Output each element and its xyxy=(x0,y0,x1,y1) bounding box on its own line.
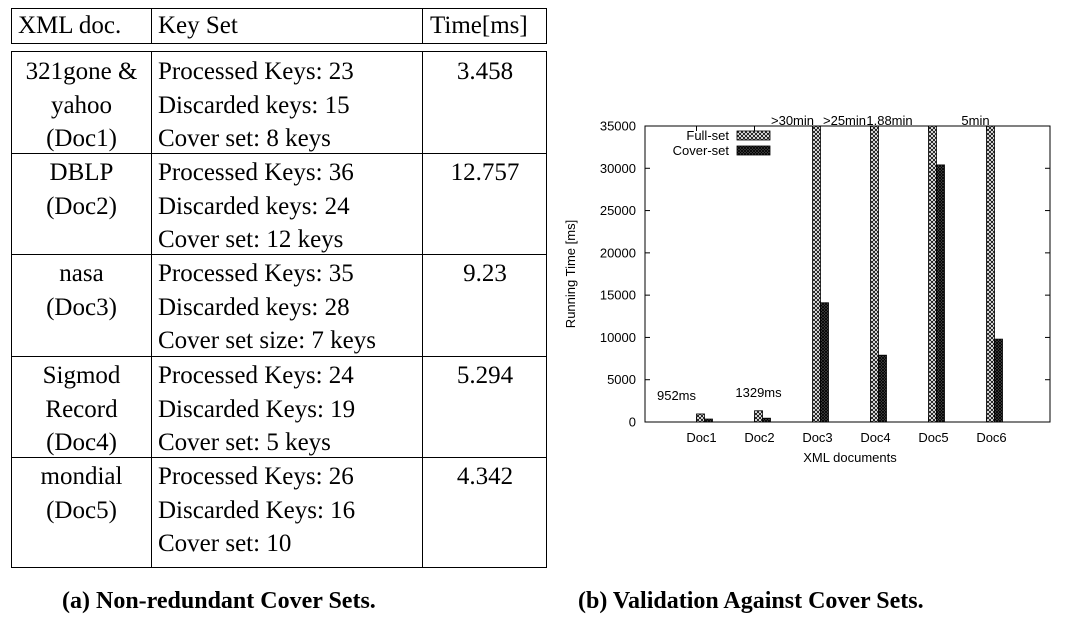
bar-annotation: >25min xyxy=(823,113,866,128)
key-set-cell-line: Cover set size: 7 keys xyxy=(158,327,377,354)
legend-swatch-full-set xyxy=(737,131,770,140)
legend-label: Full-set xyxy=(686,128,729,143)
time-value: 9.23 xyxy=(463,260,507,287)
doc-cell-line: yahoo xyxy=(50,91,113,119)
doc-cell xyxy=(12,359,151,460)
key-set-cell xyxy=(158,460,428,561)
time-cell xyxy=(423,55,547,89)
doc-cell-line: nasa xyxy=(59,260,104,287)
bar-cover-set xyxy=(995,339,1003,422)
key-set-cell xyxy=(158,359,428,460)
doc-cell xyxy=(12,460,151,527)
header-key-set: Key Set xyxy=(158,12,238,39)
doc-cell-line: (Doc4) xyxy=(46,429,117,456)
column-divider xyxy=(151,52,152,567)
x-tick-label: Doc3 xyxy=(802,430,833,445)
time-cell xyxy=(423,257,547,291)
key-set-cell-line: Cover set: 12 keys xyxy=(158,226,344,253)
y-tick-label: 35000 xyxy=(599,118,636,134)
key-set-cell-line: Discarded Keys: 16 xyxy=(158,496,356,524)
bar-cover-set xyxy=(763,418,771,422)
bar-cover-set xyxy=(821,303,829,422)
key-set-cell-line: Processed Keys: 35 xyxy=(158,260,354,287)
doc-cell-line: (Doc1) xyxy=(46,125,117,152)
y-tick-label: 25000 xyxy=(599,203,636,219)
key-set-cell-line: Processed Keys: 24 xyxy=(158,362,354,389)
doc-cell xyxy=(12,156,151,223)
x-tick-label: Doc6 xyxy=(976,430,1007,445)
key-set-cell xyxy=(158,257,428,358)
key-set-cell-line: Processed Keys: 36 xyxy=(158,159,354,186)
table-caption: (a) Non-redundant Cover Sets. xyxy=(62,588,376,614)
doc-cell-line: (Doc3) xyxy=(46,293,117,321)
running-time-chart xyxy=(550,100,1070,480)
time-cell xyxy=(423,460,547,494)
key-set-cell-line: Cover set: 8 keys xyxy=(158,125,331,152)
bar-annotation: >30min xyxy=(771,113,814,128)
time-value: 5.294 xyxy=(456,362,514,389)
time-cell xyxy=(423,359,547,393)
header-divider xyxy=(422,9,423,43)
bar-cover-set xyxy=(937,165,945,422)
doc-cell xyxy=(12,257,151,324)
bar-full-set xyxy=(987,126,995,422)
doc-cell-line: (Doc2) xyxy=(46,192,117,220)
key-set-cell-line: Cover set: 10 xyxy=(158,530,292,557)
bar-full-set xyxy=(813,126,821,422)
y-tick-label: 15000 xyxy=(599,287,636,303)
time-cell xyxy=(423,156,547,190)
y-tick-label: 0 xyxy=(628,414,636,430)
y-tick-label: 10000 xyxy=(599,329,636,345)
bar-cover-set xyxy=(879,355,887,422)
legend-swatch-cover-set xyxy=(737,146,770,155)
doc-cell-line: Record xyxy=(45,395,118,423)
doc-cell xyxy=(12,55,151,156)
x-tick-label: Doc1 xyxy=(686,430,717,445)
key-set-cell-line: Processed Keys: 26 xyxy=(158,463,354,490)
doc-cell-line: 321gone & xyxy=(25,58,138,85)
header-time: Time[ms] xyxy=(430,12,528,39)
bar-annotation: 952ms xyxy=(656,387,697,403)
bar-full-set xyxy=(755,411,763,422)
x-axis-label: XML documents xyxy=(803,450,897,465)
x-tick-label: Doc4 xyxy=(860,430,891,445)
key-set-cell xyxy=(158,156,428,257)
y-tick-label: 5000 xyxy=(607,372,636,388)
key-set-cell-line: Processed Keys: 23 xyxy=(158,58,354,85)
key-set-cell xyxy=(158,55,428,156)
y-tick-label: 30000 xyxy=(599,160,636,176)
x-tick-label: Doc5 xyxy=(918,430,949,445)
bar-full-set xyxy=(871,126,879,422)
x-tick-label: Doc2 xyxy=(744,430,775,445)
key-set-cell-line: Cover set: 5 keys xyxy=(158,429,331,456)
time-value: 3.458 xyxy=(456,58,514,85)
doc-cell-line: mondial xyxy=(40,463,123,490)
cover-sets-table xyxy=(11,8,547,557)
chart-caption: (b) Validation Against Cover Sets. xyxy=(578,588,924,614)
bar-annotation: 5min xyxy=(961,113,990,128)
bar-full-set xyxy=(929,126,937,422)
table-body xyxy=(11,51,547,568)
bar-full-set xyxy=(697,414,705,422)
doc-cell-line: (Doc5) xyxy=(46,496,117,524)
y-tick-label: 20000 xyxy=(599,245,636,261)
header-divider xyxy=(151,9,152,43)
key-set-cell-line: Discarded Keys: 19 xyxy=(158,395,356,423)
time-value: 4.342 xyxy=(456,463,514,490)
key-set-cell-line: Discarded keys: 28 xyxy=(158,293,350,321)
bar-annotation: 1329ms xyxy=(735,384,782,400)
table-header xyxy=(11,8,547,44)
key-set-cell-line: Discarded keys: 15 xyxy=(158,91,350,119)
bar-annotation: 1.88min xyxy=(866,113,913,128)
header-xml-doc: XML doc. xyxy=(18,12,122,39)
doc-cell-line: Sigmod xyxy=(42,362,121,389)
key-set-cell-line: Discarded keys: 24 xyxy=(158,192,350,220)
doc-cell-line: DBLP xyxy=(49,159,114,186)
time-value: 12.757 xyxy=(450,159,520,186)
y-axis-label: Running Time [ms] xyxy=(563,219,578,329)
legend-label: Cover-set xyxy=(672,143,729,158)
bar-cover-set xyxy=(705,419,713,422)
